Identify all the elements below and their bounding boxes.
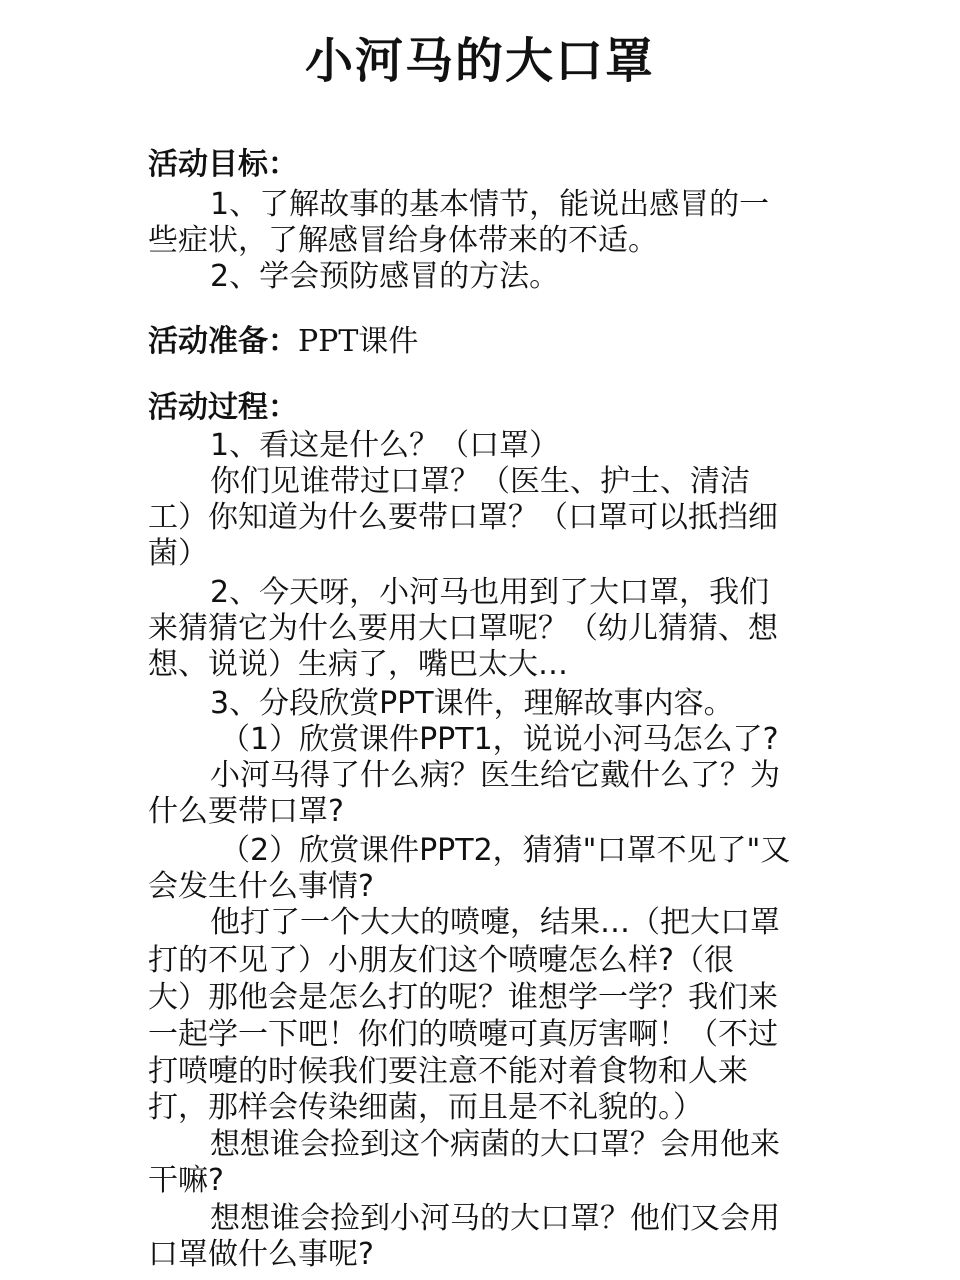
goals-line-2: 些症状，了解感冒给身体带来的不适。 bbox=[148, 223, 658, 258]
process-line-23: 口罩做什么事呢? bbox=[148, 1237, 374, 1272]
process-line-20: 想想谁会捡到这个病菌的大口罩？会用他来 bbox=[210, 1127, 780, 1162]
process-heading: 活动过程： bbox=[148, 390, 298, 425]
process-line-10: 小河马得了什么病？医生给它戴什么了？为 bbox=[210, 758, 780, 793]
process-line-9: （1）欣赏课件PPT1，说说小河马怎么了? bbox=[220, 722, 779, 757]
process-line-15: 打的不见了）小朋友们这个喷嚏怎么样?（很 bbox=[148, 943, 734, 978]
process-line-7: 想、说说）生病了，嘴巴太大… bbox=[148, 647, 568, 682]
process-line-5: 2、今天呀，小河马也用到了大口罩，我们 bbox=[210, 575, 770, 610]
process-line-4: 菌） bbox=[148, 536, 208, 571]
process-line-11: 什么要带口罩? bbox=[148, 794, 344, 829]
process-line-6: 来猜猜它为什么要用大口罩呢？（幼儿猜猜、想 bbox=[148, 611, 778, 646]
prep-heading: 活动准备： bbox=[148, 324, 298, 359]
process-line-13: 会发生什么事情? bbox=[148, 869, 374, 904]
document-title: 小河马的大口罩 bbox=[304, 33, 655, 89]
process-line-14: 他打了一个大大的喷嚏，结果…（把大口罩 bbox=[210, 905, 780, 940]
goals-heading: 活动目标： bbox=[148, 147, 298, 182]
process-line-18: 打喷嚏的时候我们要注意不能对着食物和人来 bbox=[148, 1054, 748, 1089]
prep-line bbox=[148, 323, 418, 361]
goals-line-3: 2、学会预防感冒的方法。 bbox=[210, 259, 560, 294]
process-line-8: 3、分段欣赏PPT课件，理解故事内容。 bbox=[210, 686, 734, 721]
process-line-3: 工）你知道为什么要带口罩？（口罩可以抵挡细 bbox=[148, 500, 778, 535]
prep-value: PPT课件 bbox=[298, 324, 419, 359]
process-line-2: 你们见谁带过口罩？（医生、护士、清洁 bbox=[210, 464, 750, 499]
process-line-21: 干嘛? bbox=[148, 1163, 224, 1198]
process-line-16: 大）那他会是怎么打的呢？谁想学一学？我们来 bbox=[148, 980, 778, 1015]
process-line-22: 想想谁会捡到小河马的大口罩？他们又会用 bbox=[210, 1201, 780, 1236]
process-line-17: 一起学一下吧！你们的喷嚏可真厉害啊！（不过 bbox=[148, 1017, 778, 1052]
process-line-12: （2）欣赏课件PPT2，猜猜"口罩不见了"又 bbox=[220, 833, 791, 868]
goals-line-1: 1、了解故事的基本情节，能说出感冒的一 bbox=[210, 187, 770, 222]
process-line-1: 1、看这是什么？（口罩） bbox=[210, 428, 560, 463]
process-line-19: 打，那样会传染细菌，而且是不礼貌的。） bbox=[148, 1090, 703, 1125]
